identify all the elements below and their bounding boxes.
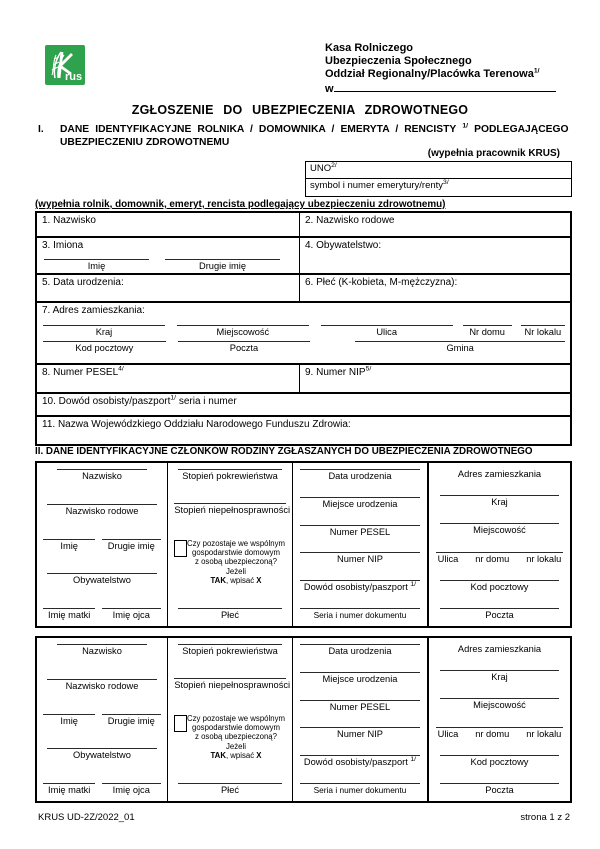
blank-field-kraj: Kraj	[43, 325, 165, 337]
family-member-card	[35, 636, 572, 803]
blank-field-seria-numer: Seria i numer dokumentu	[300, 608, 421, 620]
blank-field-obywatelstwo: Obywatelstwo	[47, 573, 157, 585]
family-member-card	[35, 461, 572, 628]
card-column-address	[429, 463, 570, 626]
farmer-fill-note: (wypełnia rolnik, domownik, emeryt, rencista podlegający ubezpieczeniu zdrowotnemu)	[35, 199, 446, 210]
household-question	[172, 538, 288, 586]
footnote-ref-1: 1/	[462, 122, 469, 130]
table-row	[37, 301, 570, 363]
family-members-list	[35, 461, 572, 811]
section1-number: I.	[38, 124, 44, 135]
blank-field-kod-pocztowy: Kod pocztowy	[440, 755, 560, 767]
org-line-3: Oddział Regionalny/Placówka Terenowa$^{1/}$	[325, 67, 540, 80]
field-dowod-osobisty: 10. Dowód osobisty/paszport$^{1/}$ seria i numer	[42, 394, 237, 407]
card-column-address	[429, 638, 570, 801]
section1-heading	[38, 124, 572, 149]
blank-field-pesel: Numer PESEL	[300, 525, 421, 537]
household-question-text: Czy pozostaje we wspólnym gospodarstwie domowym z osobą ubezpieczoną? Jeżeli TAK, wpisać X	[187, 538, 285, 586]
label-ulica: Ulica	[437, 553, 459, 564]
blank-field-miejsce-urodzenia: Miejsce urodzenia	[300, 497, 421, 509]
blank-field-drugie-imie: Drugie imię	[102, 714, 161, 726]
blank-field-imie-ojca: Imię ojca	[102, 783, 161, 795]
blank-field-plec: Płeć	[178, 608, 282, 620]
page-title: ZGŁOSZENIE DO UBEZPIECZENIA ZDROWOTNEGO	[131, 103, 469, 117]
table-row	[37, 236, 570, 273]
footnote-ref-3: 3/	[443, 178, 449, 186]
org-line-2: Ubezpieczenia Społecznego	[325, 55, 472, 67]
pension-symbol-field: symbol i numer emerytury/renty$^{3/}$	[310, 178, 449, 191]
blank-field-imie: Imię	[43, 714, 95, 726]
blank-field-poczta: Poczta	[440, 783, 560, 795]
org-line-w: w	[325, 81, 556, 96]
field-adres-zamieszkania: 7. Adres zamieszkania: Kraj Miejscowość Ulica Nr domu Nr lokalu Kod pocztowy Poczta Gmina	[37, 303, 570, 363]
field-imiona: 3. Imiona Imię Drugie imię	[37, 238, 300, 273]
household-question	[172, 713, 288, 761]
blank-field-dowod: Dowód osobisty/paszport $^{1/}$	[300, 580, 421, 592]
blank-field-miejscowosc: Miejscowość	[177, 325, 309, 337]
table-row	[37, 363, 570, 392]
blank-field-niepelnosprawnosc: Stopień niepełnosprawności	[174, 505, 291, 516]
blank-field-miejsce-urodzenia: Miejsce urodzenia	[300, 672, 421, 684]
blank-field-poczta: Poczta	[178, 341, 311, 353]
blank-field-imie-ojca: Imię ojca	[102, 608, 161, 620]
blank-field-kod-pocztowy: Kod pocztowy	[43, 341, 166, 353]
footnote-ref-4: 4/	[118, 365, 124, 373]
blank-field-nazwisko-rodowe: Nazwisko rodowe	[47, 504, 157, 516]
blank-field-nazwisko-rodowe: Nazwisko rodowe	[47, 679, 157, 691]
page-number: strona 1 z 2	[520, 812, 570, 823]
checkbox	[174, 540, 187, 557]
section1-table	[35, 211, 572, 446]
blank-field-pokrewienstwo: Stopień pokrewieństwa	[178, 469, 282, 481]
card-column-ids	[293, 463, 429, 626]
label-nr-lokalu: nr lokalu	[526, 728, 562, 739]
section1-heading-line1: DANE IDENTYFIKACYJNE ROLNIKA / DOMOWNIKA / EMERYTA / RENCISTY $^{1/}$ PODLEGAJĄCEGO	[60, 122, 569, 135]
svg-text:rus: rus	[65, 71, 83, 83]
blank-field-imie-matki: Imię matki	[43, 608, 95, 620]
blank-field-kraj: Kraj	[440, 495, 560, 507]
blank-field-nip: Numer NIP	[300, 727, 421, 739]
label-nr-domu: nr domu	[475, 553, 510, 564]
table-row	[37, 415, 570, 444]
krus-logo-icon	[45, 45, 85, 85]
blank-field-poczta: Poczta	[440, 608, 560, 620]
section1-heading-line2: UBEZPIECZENIU ZDROWOTNEMU	[60, 136, 230, 148]
blank-field-miejscowosc: Miejscowość	[440, 523, 560, 535]
blank-field-drugie-imie: Drugie imię	[165, 259, 280, 271]
blank-field-imie: Imię	[43, 539, 95, 551]
footnote-ref-1: 1/	[533, 67, 540, 75]
blank-field-imie: Imię	[44, 259, 149, 271]
blank-field-nr-domu: Nr domu	[463, 325, 512, 337]
field-pesel: 8. Numer $PESEL^{4/}$	[37, 365, 300, 392]
blank-field-gmina: Gmina	[355, 341, 565, 353]
blank-field-dowod: Dowód osobisty/paszport $^{1/}$	[300, 755, 421, 767]
card-column-names	[37, 463, 168, 626]
org-address-block	[325, 42, 556, 96]
blank-field-nazwisko: Nazwisko	[57, 469, 147, 481]
field-data-urodzenia: 5. Data urodzenia:	[37, 275, 300, 301]
uno-field: $UNO^{2/}$	[306, 162, 571, 179]
footnote-ref-5: 5/	[365, 365, 372, 373]
section2-heading: II. DANE IDENTYFIKACYJNE CZŁONKÓW RODZINY ZGŁASZANYCH DO UBEZPIECZENIA ZDROWOTNEGO	[35, 446, 533, 457]
org-line-1: Kasa Rolniczego	[325, 42, 414, 54]
blank-field-obywatelstwo: Obywatelstwo	[47, 748, 157, 760]
field-nazwisko: 1. Nazwisko	[37, 213, 300, 236]
field-plec: 6. Płeć (K-kobieta, M-mężczyzna):	[305, 277, 458, 288]
field-obywatelstwo: 4. Obywatelstwo:	[305, 240, 382, 251]
blank-line	[334, 81, 556, 92]
footnote-ref-2: 2/	[331, 161, 337, 169]
blank-field-seria-numer: Seria i numer dokumentu	[300, 783, 421, 795]
address-header: Adres zamieszkania	[457, 469, 542, 479]
footnote-ref-1: 1/	[170, 394, 177, 402]
krus-staff-box	[305, 161, 572, 197]
blank-field-niepelnosprawnosc: Stopień niepełnosprawności	[174, 680, 291, 691]
card-column-ids	[293, 638, 429, 801]
checkbox	[174, 715, 187, 732]
blank-field-kod-pocztowy: Kod pocztowy	[440, 580, 560, 592]
footnote-ref-1: 1/	[410, 756, 417, 764]
field-nip: 9. Numer $NIP^{5/}$	[305, 365, 372, 378]
field-nfz: 11. Nazwa Wojewódzkiego Oddziału Narodowego Funduszu Zdrowia:	[42, 419, 351, 430]
table-row	[37, 392, 570, 415]
household-question-text: Czy pozostaje we wspólnym gospodarstwie domowym z osobą ubezpieczoną? Jeżeli TAK, wpisać X	[187, 713, 285, 761]
table-row	[37, 213, 570, 236]
krus-staff-note: (wypełnia pracownik KRUS)	[427, 148, 560, 159]
card-column-relation	[168, 463, 293, 626]
krus-logo	[45, 45, 85, 85]
address-header: Adres zamieszkania	[457, 644, 542, 654]
field-nazwisko-rodowe: 2. Nazwisko rodowe	[305, 215, 395, 226]
blank-field-nr-lokalu: Nr lokalu	[521, 325, 565, 337]
label-nr-lokalu: nr lokalu	[526, 553, 562, 564]
form-code: KRUS UD-2Z/2022_01	[38, 812, 135, 823]
table-row	[37, 273, 570, 301]
card-column-relation	[168, 638, 293, 801]
blank-field-drugie-imie: Drugie imię	[102, 539, 161, 551]
blank-field-ulica: Ulica	[321, 325, 453, 337]
blank-field-miejscowosc: Miejscowość	[440, 698, 560, 710]
blank-field-kraj: Kraj	[440, 670, 560, 682]
blank-field-nip: Numer NIP	[300, 552, 421, 564]
blank-field-ulica-dom-lokal	[436, 727, 564, 739]
blank-field-data-urodzenia: Data urodzenia	[300, 644, 421, 656]
label-nr-domu: nr domu	[475, 728, 510, 739]
blank-field-plec: Płeć	[178, 783, 282, 795]
blank-field-imie-matki: Imię matki	[43, 783, 95, 795]
blank-field-data-urodzenia: Data urodzenia	[300, 469, 421, 481]
card-column-names	[37, 638, 168, 801]
footnote-ref-1: 1/	[410, 581, 417, 589]
blank-field-ulica-dom-lokal	[436, 552, 564, 564]
blank-field-pesel: Numer PESEL	[300, 700, 421, 712]
label-ulica: Ulica	[437, 728, 459, 739]
blank-field-pokrewienstwo: Stopień pokrewieństwa	[178, 644, 282, 656]
blank-field-nazwisko: Nazwisko	[57, 644, 147, 656]
